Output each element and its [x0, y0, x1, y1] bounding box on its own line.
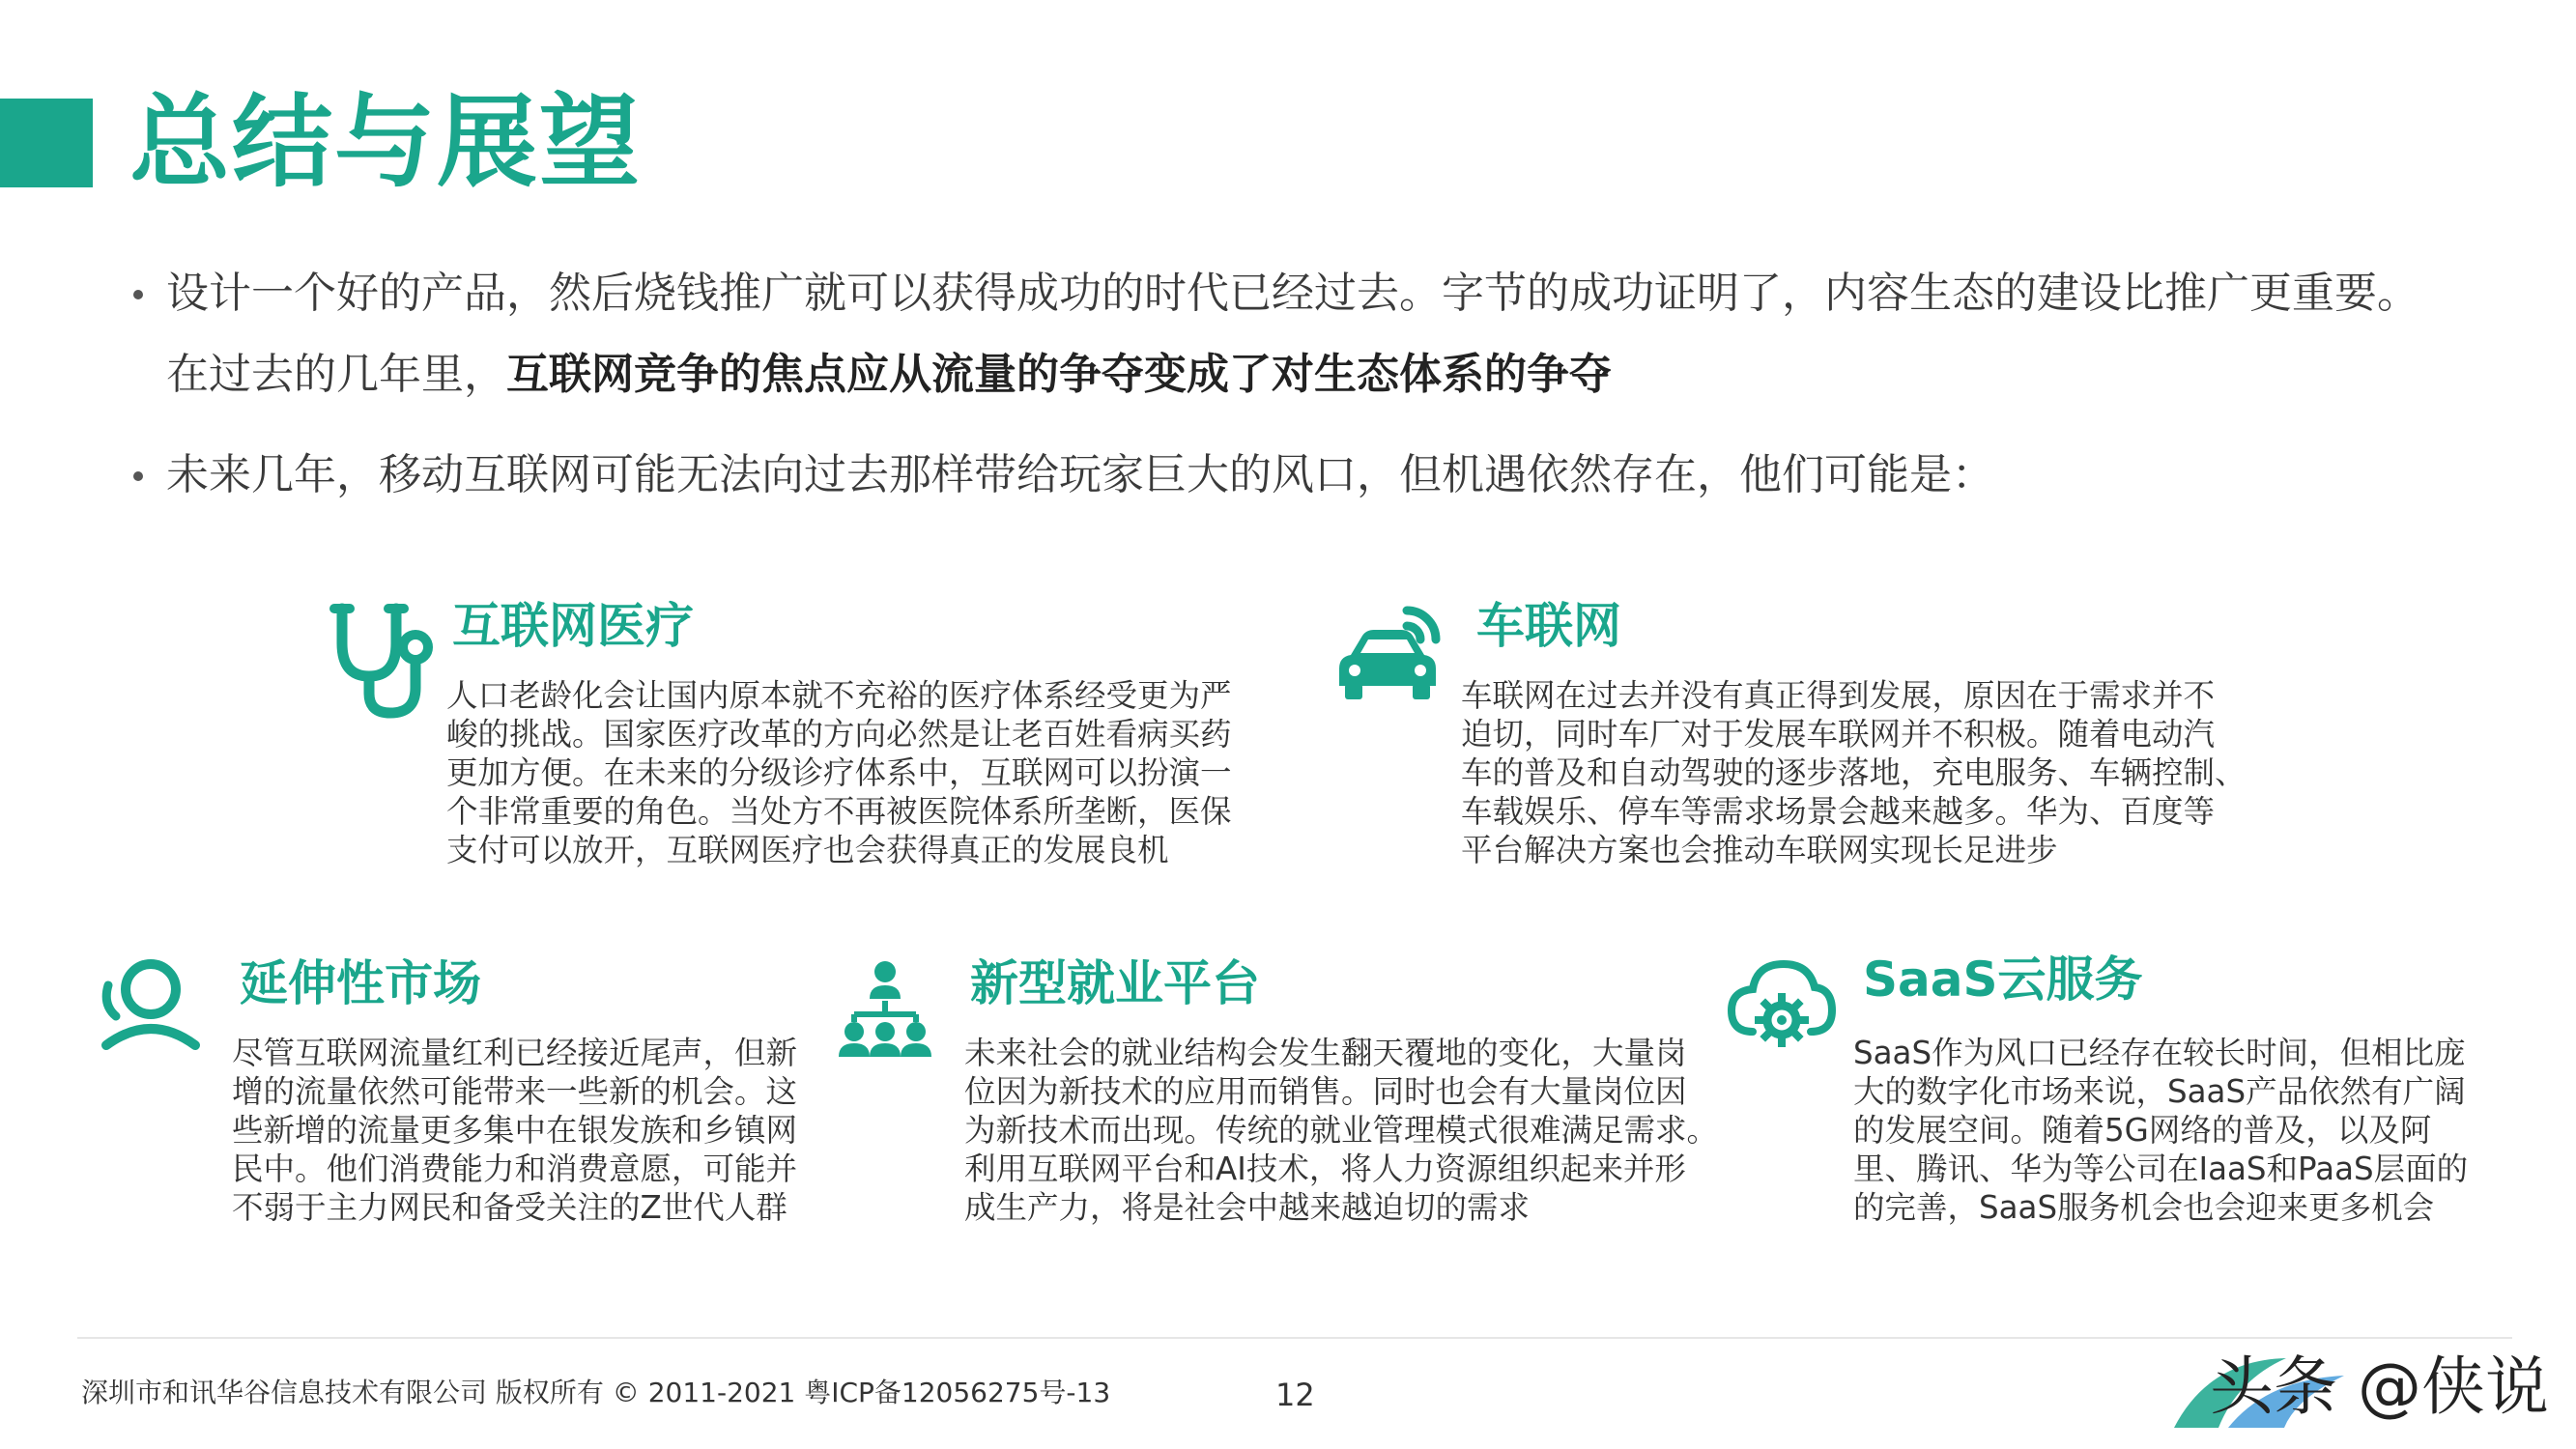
- card-line: 峻的挑战。国家医疗改革的方向必然是让老百姓看病买药: [446, 716, 1232, 753]
- card-title: 新型就业平台: [970, 955, 1260, 1011]
- card-line: 民中。他们消费能力和消费意愿，可能并: [232, 1151, 798, 1187]
- card-line: 支付可以放开，互联网医疗也会获得真正的发展良机: [446, 832, 1169, 868]
- bullet-1: [126, 253, 2419, 415]
- bullet-2: [126, 435, 1994, 516]
- card-line: 人口老龄化会让国内原本就不充裕的医疗体系经受更为严: [446, 677, 1232, 714]
- connected-car-icon: [1330, 597, 1445, 709]
- card-line: 的发展空间。随着5G网络的普及，以及阿: [1853, 1112, 2432, 1149]
- card-line: 的完善，SaaS服务机会也会迎来更多机会: [1853, 1189, 2435, 1226]
- card-line: 为新技术而出现。传统的就业管理模式很难满足需求。: [964, 1112, 1719, 1149]
- card-body: [1461, 676, 2247, 869]
- footer-copyright: 深圳市和讯华谷信息技术有限公司 版权所有 © 2011-2021 粤ICP备12056275号-13: [81, 1377, 1111, 1408]
- footer-divider: [77, 1337, 2512, 1339]
- bullet-dot: [133, 290, 143, 299]
- watermark: [2170, 1341, 2557, 1434]
- card-line: 更加方便。在未来的分级诊疗体系中，互联网可以扮演一: [446, 754, 1232, 791]
- stethoscope-icon: [329, 601, 437, 721]
- page-title: 总结与展望: [129, 83, 643, 201]
- card-title: 车联网: [1476, 598, 1621, 654]
- card-line: 位因为新技术的应用而销售。同时也会有大量岗位因: [964, 1073, 1687, 1110]
- card-line: 平台解决方案也会推动车联网实现长足进步: [1461, 832, 2058, 868]
- bullet-1-line-2: [166, 334, 2419, 415]
- card-line: 利用互联网平台和AI技术，将人力资源组织起来并形: [964, 1151, 1686, 1187]
- card-body: [1853, 1034, 2468, 1227]
- card-line: 增的流量依然可能带来一些新的机会。这: [232, 1073, 798, 1110]
- card-line: 迫切，同时车厂对于发展车联网并不积极。随着电动汽: [1461, 716, 2216, 753]
- card-body: [446, 676, 1232, 869]
- card-body: [964, 1034, 1718, 1227]
- cloud-gear-icon: [1726, 951, 1838, 1059]
- bullet-1-line-2-bold: 互联网竞争的焦点应从流量的争夺变成了对生态体系的争夺: [506, 350, 1612, 399]
- card-line: SaaS作为风口已经存在较长时间，但相比庞: [1853, 1035, 2466, 1071]
- page-number: 12: [1275, 1377, 1315, 1413]
- card-line: 车联网在过去并没有真正得到发展，原因在于需求并不: [1461, 677, 2216, 714]
- watermark-text: 头条 @侠说: [2210, 1350, 2549, 1424]
- user-icon: [95, 956, 203, 1053]
- card-body: [232, 1034, 797, 1227]
- bullet-dot: [133, 471, 143, 481]
- card-line: 不弱于主力网民和备受关注的Z世代人群: [232, 1189, 787, 1226]
- card-line: 大的数字化市场来说，SaaS产品依然有广阔: [1853, 1073, 2466, 1110]
- bullet-1-line-2-plain: 在过去的几年里，: [166, 350, 506, 399]
- card-line: 些新增的流量更多集中在银发族和乡镇网: [232, 1112, 798, 1149]
- card-line: 成生产力，将是社会中越来越迫切的需求: [964, 1189, 1531, 1226]
- title-accent-bar: [0, 99, 93, 187]
- card-title: SaaS云服务: [1863, 952, 2143, 1008]
- card-line: 车载娱乐、停车等需求场景会越来越多。华为、百度等: [1461, 793, 2216, 830]
- card-line: 尽管互联网流量红利已经接近尾声，但新: [232, 1035, 798, 1071]
- org-network-icon: [833, 958, 937, 1059]
- bullet-1-line-1: 设计一个好的产品，然后烧钱推广就可以获得成功的时代已经过去。字节的成功证明了，内容生态的建设比推广更重要。: [166, 269, 2419, 318]
- bullet-2-line-1: 未来几年，移动互联网可能无法向过去那样带给玩家巨大的风口，但机遇依然存在，他们可能是：: [166, 450, 1994, 499]
- card-line: 里、腾讯、华为等公司在IaaS和PaaS层面的: [1853, 1151, 2469, 1187]
- card-line: 个非常重要的角色。当处方不再被医院体系所垄断，医保: [446, 793, 1232, 830]
- card-line: 未来社会的就业结构会发生翻天覆地的变化，大量岗: [964, 1035, 1687, 1071]
- card-title: 延伸性市场: [240, 955, 481, 1011]
- card-title: 互联网医疗: [452, 598, 694, 654]
- card-line: 车的普及和自动驾驶的逐步落地，充电服务、车辆控制、: [1461, 754, 2247, 791]
